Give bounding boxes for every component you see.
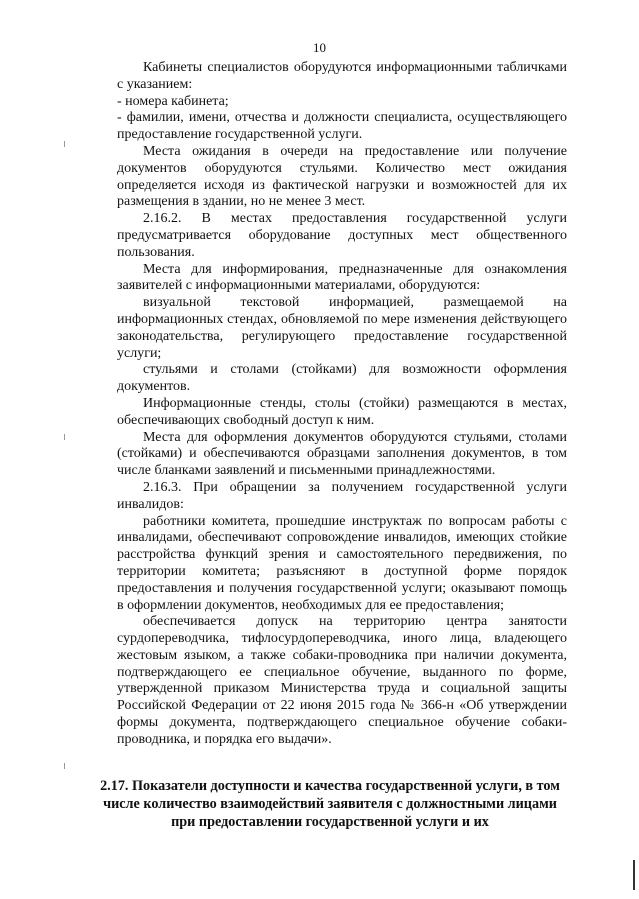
scan-edge — [633, 860, 635, 890]
paragraph: 2.16.3. При обращении за получением государственной услуги инвалидов: — [117, 479, 567, 512]
paragraph: визуальной текстовой информацией, размещаемой на информационных стендах, обновляемой по мере изменения действующего законодательства, регулирующего предоставление государственной услуги; — [117, 295, 567, 361]
paragraph: Информационные стенды, столы (стойки) размещаются в местах, обеспечивающих свободный доступ к ним. — [117, 395, 567, 428]
paragraph: Места для информирования, предназначенные для ознакомления заявителей с информационными материалами, оборудуются: — [117, 261, 567, 294]
paragraph: обеспечивается допуск на территорию центра занятости сурдопереводчика, тифлосурдопереводчика, иного лица, владеющего жестовым языком, а также собаки-проводника при наличии документа, подтверждающего ее специальное обучение, выданного по форме, утвержденной приказом Министерства труда и социальной защиты Российской Федерации от 22 июня 2015 года № 366-н «Об утверждении формы документа, подтверждающего специальное обучение собаки-проводника, и порядка его выдачи». — [117, 614, 567, 747]
paragraph: Места ожидания в очереди на предоставление или получение документов оборудуются стульями. Количество мест ожидания определяется исходя из фактической нагрузки и возможностей для их размещения в здании, но не менее 3 мест. — [117, 143, 567, 210]
list-item: - номера кабинета; — [117, 93, 229, 109]
paragraph: Места для оформления документов оборудуются стульями, столами (стойками) и обеспечиваются образцами заполнения документов, в том числе бланками заявлений и письменными принадлежностями. — [117, 429, 567, 479]
scan-mark — [64, 763, 68, 769]
list-item: - фамилии, имени, отчества и должности специалиста, осуществляющего предоставление государственной услуги. — [117, 110, 567, 143]
page-number: 10 — [313, 40, 326, 55]
document-body — [117, 60, 567, 749]
paragraph: стульями и столами (стойками) для возможности оформления документов. — [117, 362, 567, 395]
paragraph: 2.16.2. В местах предоставления государственной услуги предусматривается оборудование доступных мест общественного пользования. — [117, 211, 567, 260]
scan-mark — [64, 434, 68, 440]
paragraph: Кабинеты специалистов оборудуются информационными табличками с указанием: — [117, 60, 567, 92]
section-heading: 2.17. Показатели доступности и качества государственной услуги, в том числе количество взаимодействий заявителя с должностными лицами при предоставлении государственной услуги и их — [100, 778, 560, 830]
scan-mark — [64, 141, 68, 147]
paragraph: работники комитета, прошедшие инструктаж по вопросам работы с инвалидами, обеспечивают сопровождение инвалидов, имеющих стойкие расстройства функций зрения и самостоятельного передвижения, по территории комитета; разъясняют в доступной форме порядок предоставления и получения государственной услуги; оказывают помощь в оформлении документов, необходимых для ее предоставления; — [117, 513, 567, 613]
